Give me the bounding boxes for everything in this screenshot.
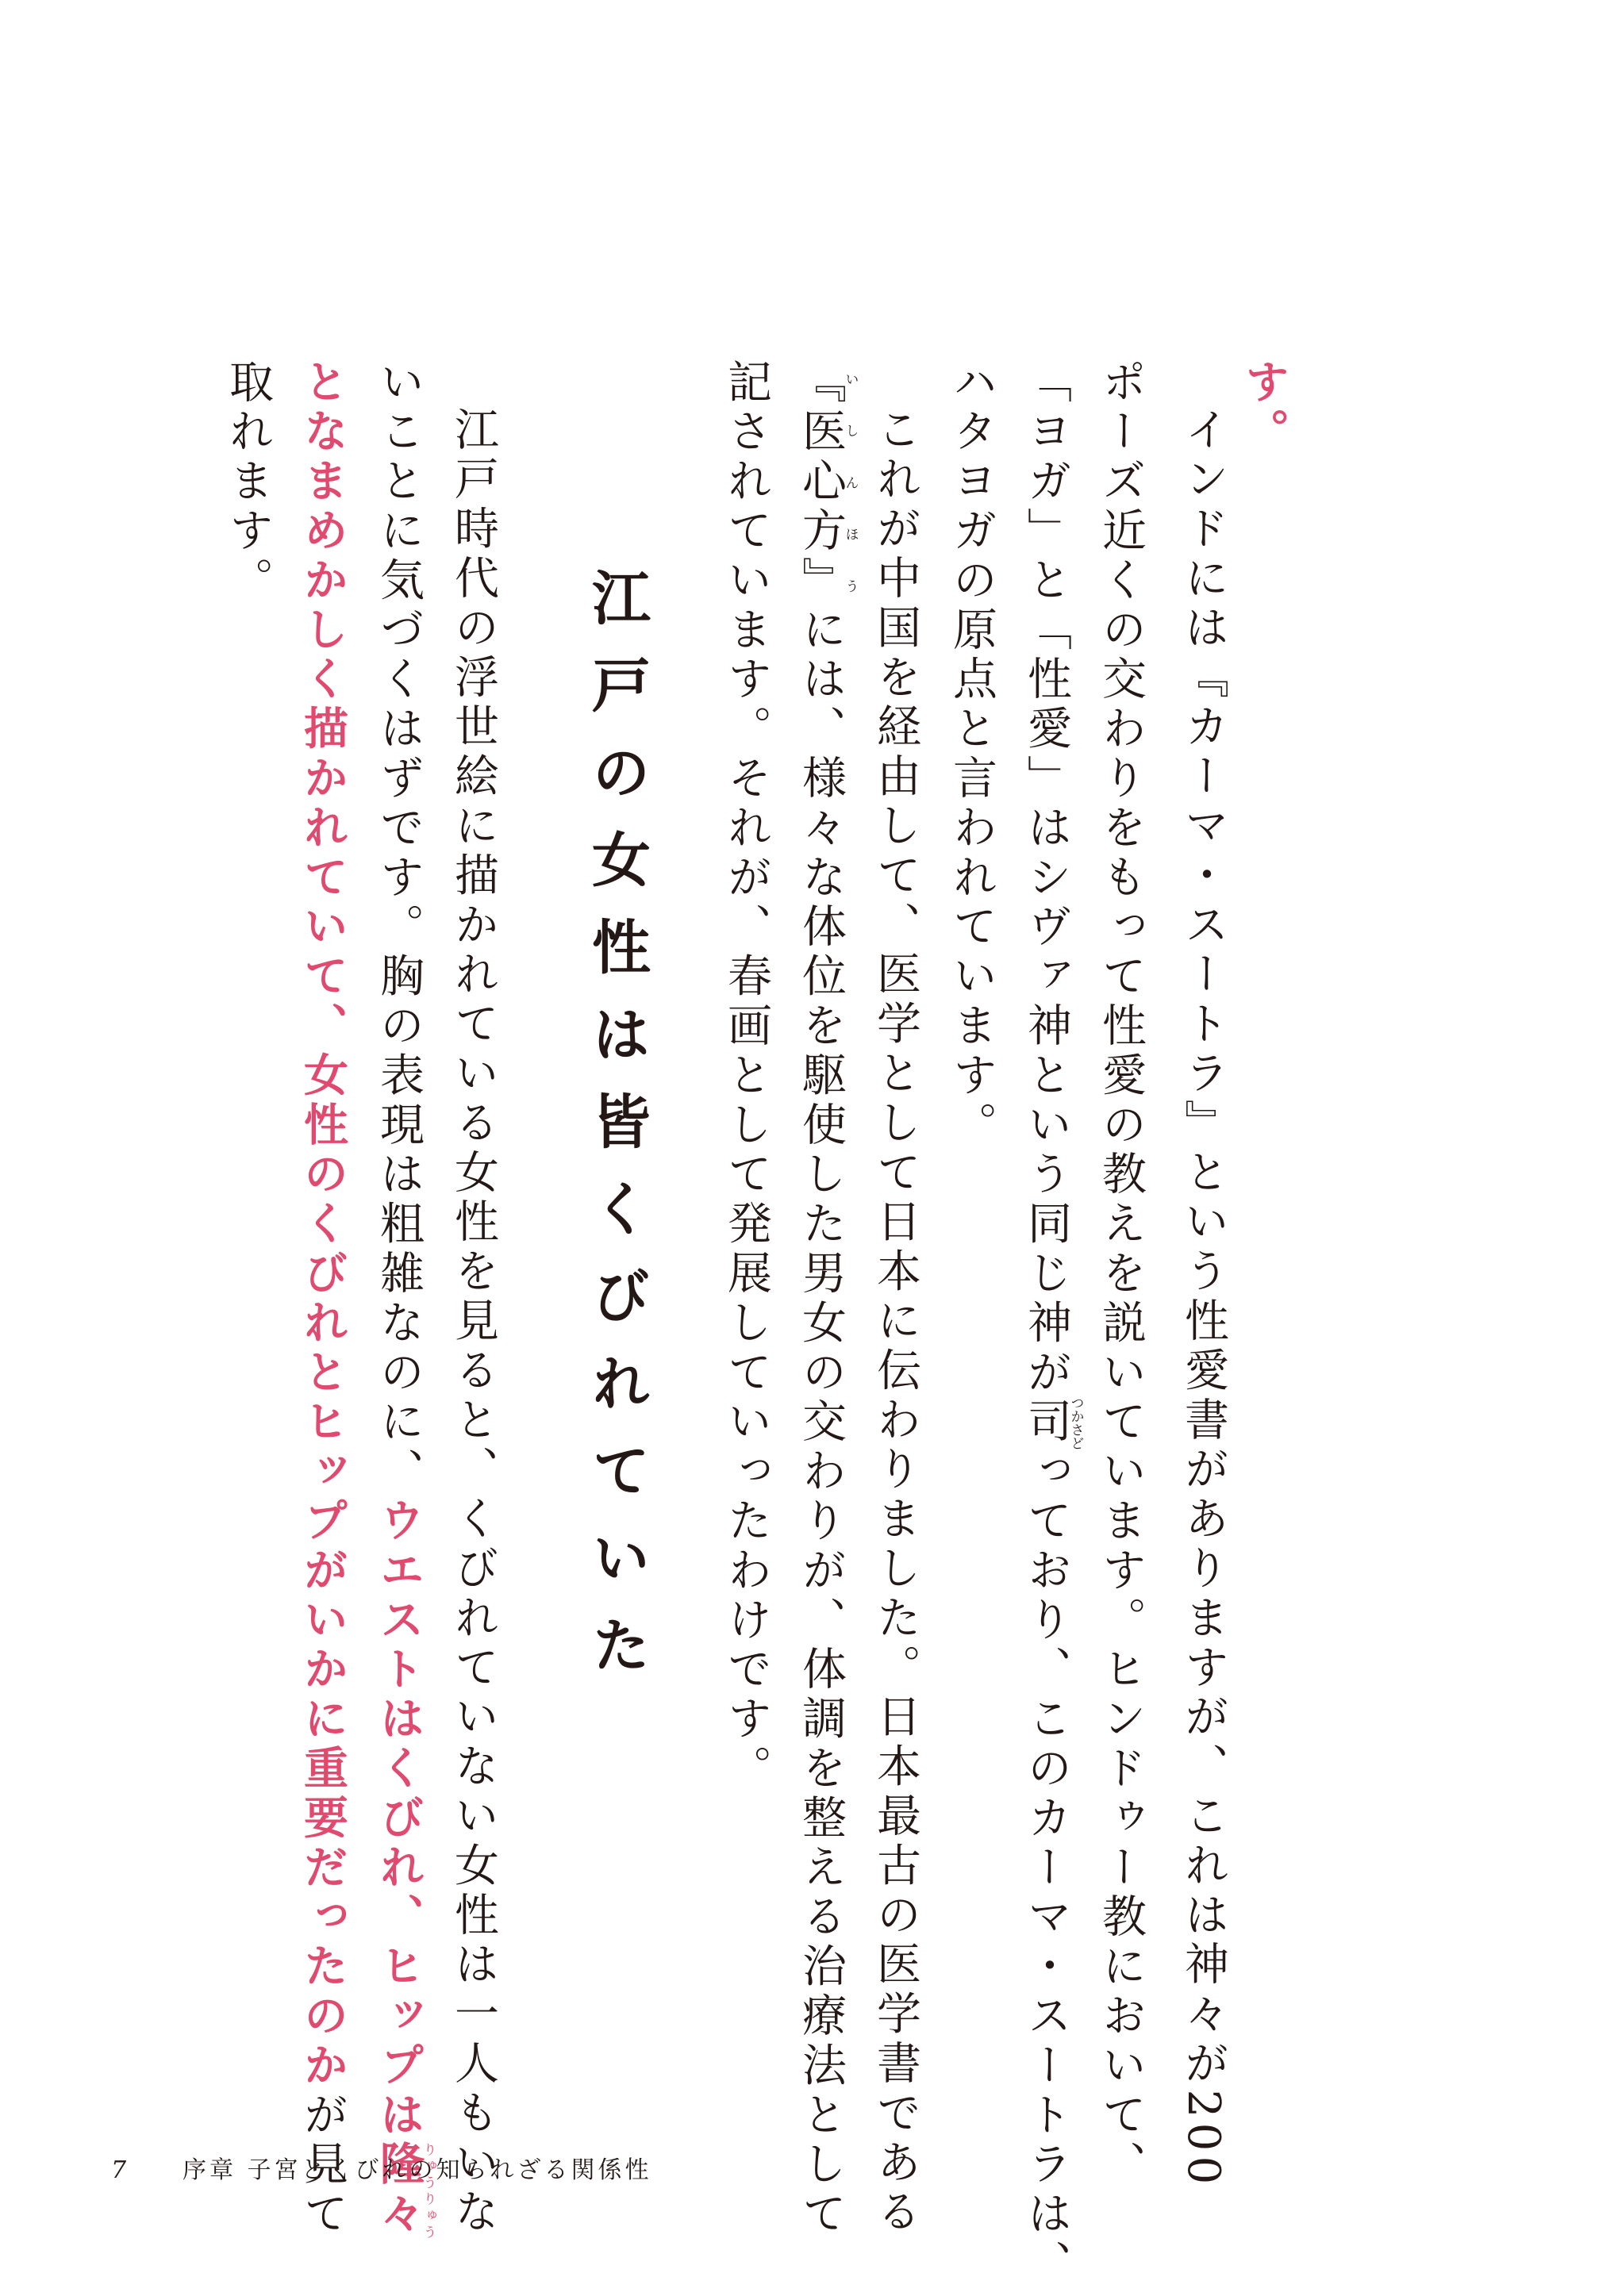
section-heading: 江戸の女性は皆くびれていた: [582, 567, 651, 1702]
chapter-title: 序章 子宮とくびれの知られざる関係性: [183, 2156, 652, 2184]
ruby-base: 隆々: [373, 2141, 425, 2240]
emphasis-waist-hip: [373, 1497, 436, 2240]
body-line-3-part-a: 「ヨガ」と「性愛」はシヴァ神という同じ神が: [1020, 359, 1072, 1399]
body-line-2: ポーズ近くの交わりをもって性愛の教えを説いています。ヒンドゥー教において、: [1095, 359, 1147, 2190]
body-line-8: 江戸時代の浮世絵に描かれている女性を見ると、くびれていない女性は一人もいな: [448, 406, 499, 2238]
body-line-6: [795, 359, 859, 2240]
body-line-3: [1020, 359, 1084, 2290]
body-line-3-part-b: っており、このカーマ・スートラは、: [1020, 1447, 1072, 2290]
body-line-1: インドには『カーマ・スートラ』という性愛書がありますが、これは神々が200: [1178, 406, 1229, 2190]
ruby-reading: つかさど: [1067, 1396, 1084, 1450]
body-line-9: [373, 359, 436, 2240]
ruby-reading: りゅうりゅう: [420, 2141, 436, 2240]
ruby-base: 司: [1020, 1396, 1072, 1450]
ruby-ishinho: [795, 359, 859, 606]
body-line-10-part-b: が見て: [297, 2091, 348, 2240]
emphasis-importance: となまめかしく描かれていて、女性のくびれとヒップがいかに重要だったのか: [297, 359, 348, 2091]
body-line-9-part-a: いことに気づくはずです。胸の表現は粗雑なのに、: [373, 359, 425, 1498]
ruby-tsukasado: [1020, 1396, 1084, 1450]
body-line-5: これが中国を経由して、医学として日本に伝わりました。日本最古の医学書である: [870, 406, 921, 2238]
body-line-7: 記されています。それが、春画として発展していったわけです。: [721, 359, 772, 1795]
body-line-6-part-b: には、様々な体位を駆使した男女の交わりが、体調を整える治療法として: [795, 606, 847, 2240]
ruby-reading: いしんほう: [842, 359, 859, 606]
ruby-base: 『医心方』: [795, 359, 847, 606]
page-number: 7: [111, 2156, 130, 2184]
body-line-10: [297, 359, 348, 2240]
body-line-11: 取れます。: [222, 359, 274, 606]
emphasis-line-end: す。: [1238, 359, 1289, 458]
body-line-4: ハタヨガの原点と言われています。: [946, 359, 997, 1151]
emphasis-part-a: ウエストはくびれ、ヒップは: [373, 1497, 425, 2141]
page-footer: [111, 2150, 652, 2185]
